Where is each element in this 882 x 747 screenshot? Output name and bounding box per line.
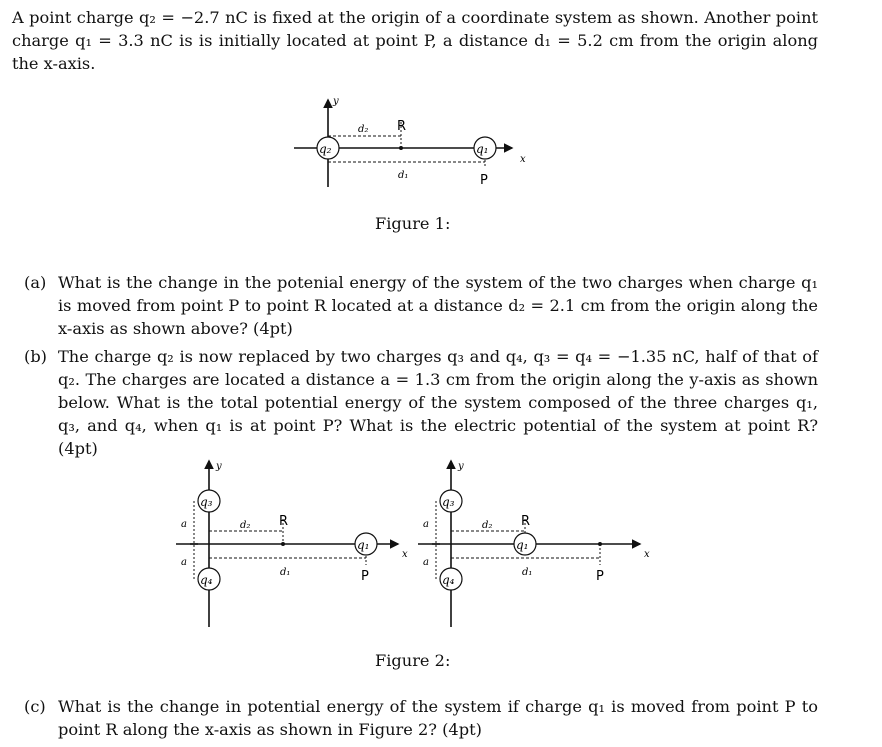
d1-label: d₁ bbox=[522, 567, 533, 578]
x-axis-label: x bbox=[520, 154, 526, 165]
q1-label: q₁ bbox=[516, 538, 529, 552]
part-b-text: The charge q₂ is now replaced by two charges q₃ and q₄, q₃ = q₄ = −1.35 nC, half of that of q₂. The charges are located a distance a = 1.3 cm from the origin along the y-axis as shown below. What is the total potential energy of the system composed of the three charges q₁, q₃, and q₄, when q₁ is at point P? What is the electric potential of the system at point R? (4pt) bbox=[58, 347, 818, 458]
figure-1-diagram bbox=[280, 92, 550, 192]
p-label: P bbox=[596, 569, 604, 584]
q4-label: q₄ bbox=[200, 573, 213, 587]
a-label: a bbox=[423, 519, 429, 530]
r-label: R bbox=[279, 514, 289, 529]
a-label: a bbox=[423, 557, 429, 568]
x-label: x bbox=[402, 549, 408, 560]
point-R bbox=[399, 146, 403, 150]
q4-label: q₄ bbox=[442, 573, 455, 587]
charge-q1-label: q₁ bbox=[476, 142, 489, 156]
part-c-text: What is the change in potential energy of the system if charge q₁ is moved from point P to point R along the x-axis as shown in Figure 2? (4pt) bbox=[58, 697, 818, 739]
d2-label: d₂ bbox=[482, 520, 493, 531]
part-a-label: (a) bbox=[24, 273, 47, 292]
y-axis-label: y bbox=[333, 96, 339, 107]
part-c bbox=[24, 695, 818, 741]
d1-label: d₁ bbox=[280, 567, 291, 578]
figure-2-caption: Figure 2: bbox=[375, 651, 451, 670]
d2-label: d₂ bbox=[240, 520, 251, 531]
figure-1-caption: Figure 1: bbox=[375, 214, 451, 233]
part-a-text: What is the change in the potenial energy of the system of the two charges when charge q₁ is moved from point P to point R located at a distance d₂ = 2.1 cm from the origin along the x-axis as shown above? (4pt) bbox=[58, 273, 818, 338]
part-b bbox=[24, 345, 818, 460]
d1-label: d₁ bbox=[398, 170, 409, 181]
P-label: P bbox=[480, 173, 488, 188]
p-label: P bbox=[361, 569, 369, 584]
circle-mark bbox=[281, 542, 285, 546]
q1-label: q₁ bbox=[357, 538, 370, 552]
q3-label: q₃ bbox=[442, 495, 455, 509]
a-label: a bbox=[181, 519, 187, 530]
part-c-label: (c) bbox=[24, 697, 46, 716]
problem-intro: A point charge q₂ = −2.7 nC is fixed at the origin of a coordinate system as shown. Another point charge q₁ = 3.3 nC is is initially located at point P, a distance d₁ = 5.2 cm from the origin along the x-axis. bbox=[12, 8, 818, 73]
r-label: R bbox=[521, 514, 531, 529]
R-label: R bbox=[397, 119, 407, 134]
y-label: y bbox=[216, 461, 222, 472]
d2-label: d₂ bbox=[358, 124, 369, 135]
figure-2-right-diagram bbox=[418, 455, 663, 630]
circle-mark bbox=[598, 542, 602, 546]
part-a bbox=[24, 271, 818, 340]
figure-2-left-diagram bbox=[176, 455, 416, 630]
part-b-label: (b) bbox=[24, 347, 47, 366]
x-label: x bbox=[644, 549, 650, 560]
a-label: a bbox=[181, 557, 187, 568]
q3-label: q₃ bbox=[200, 495, 213, 509]
charge-q2-label: q₂ bbox=[319, 142, 332, 156]
y-label: y bbox=[458, 461, 464, 472]
